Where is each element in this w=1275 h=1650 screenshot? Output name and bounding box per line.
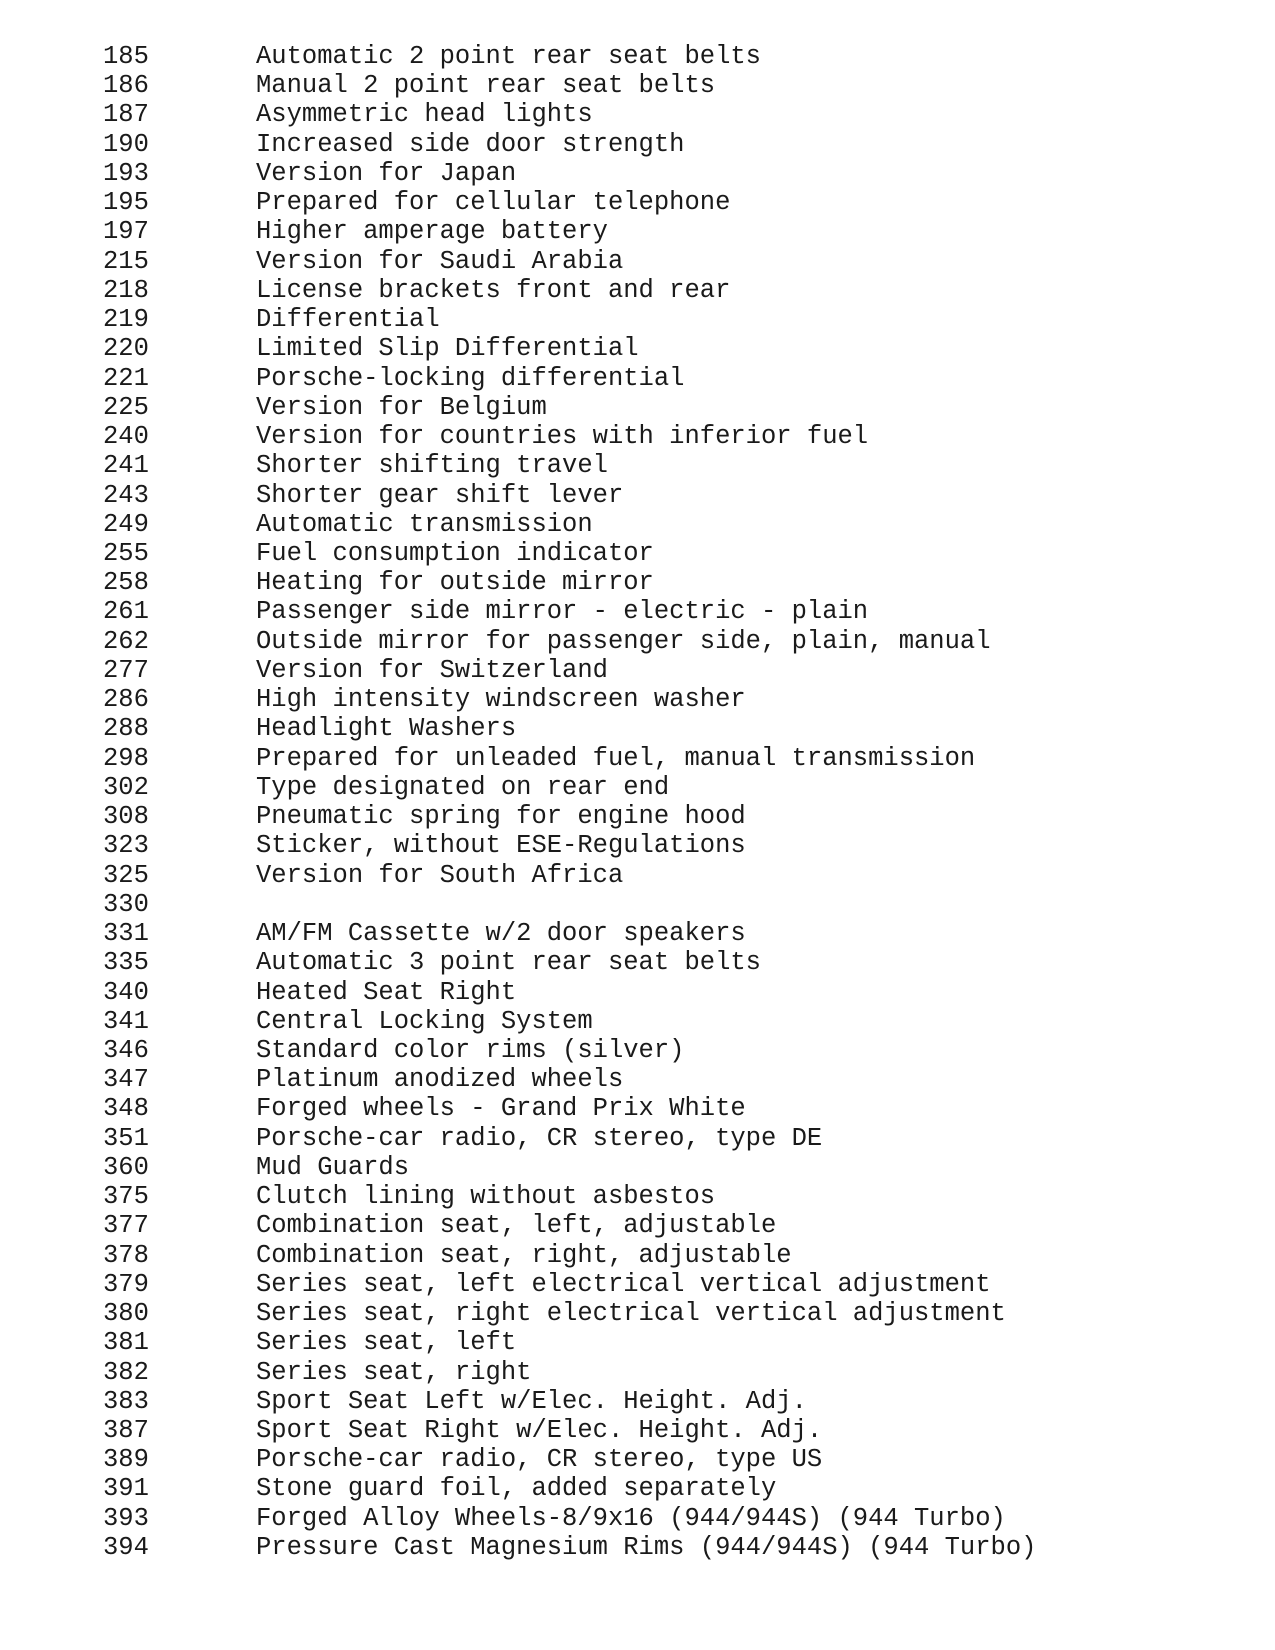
option-description: Central Locking System (256, 1006, 593, 1036)
list-item (0, 1241, 1275, 1270)
option-description: Forged wheels - Grand Prix White (256, 1094, 746, 1124)
option-description: License brackets front and rear (256, 275, 731, 305)
option-description: Shorter gear shift lever (256, 480, 624, 510)
option-description: Mud Guards (256, 1152, 410, 1182)
option-code: 190 (103, 129, 149, 159)
option-code: 219 (103, 305, 149, 335)
list-item (0, 919, 1275, 948)
option-code: 193 (103, 158, 149, 188)
option-description: Outside mirror for passenger side, plain, manual (256, 626, 991, 656)
option-code: 255 (103, 538, 149, 568)
option-description: Sport Seat Right w/Elec. Height. Adj. (256, 1416, 823, 1446)
option-description: Fuel consumption indicator (256, 538, 654, 568)
option-description: Version for South Africa (256, 860, 624, 890)
option-description: Series seat, left electrical vertical adjustment (256, 1269, 991, 1299)
option-code: 330 (103, 889, 149, 919)
option-code: 218 (103, 275, 149, 305)
list-item (0, 831, 1275, 860)
option-description: Automatic 2 point rear seat belts (256, 42, 761, 71)
option-description: Type designated on rear end (256, 772, 670, 802)
option-description: Headlight Washers (256, 714, 517, 744)
list-item (0, 1358, 1275, 1387)
list-item (0, 978, 1275, 1007)
list-item (0, 276, 1275, 305)
option-code: 243 (103, 480, 149, 510)
option-code: 187 (103, 100, 149, 130)
list-item (0, 1094, 1275, 1123)
option-code: 220 (103, 334, 149, 364)
option-description: Pressure Cast Magnesium Rims (944/944S) (944 Turbo) (256, 1532, 1037, 1562)
option-description: Asymmetric head lights (256, 100, 593, 130)
option-description: Heated Seat Right (256, 977, 517, 1007)
list-item (0, 42, 1275, 71)
option-description: Stone guard foil, added separately (256, 1474, 777, 1504)
option-code: 389 (103, 1445, 149, 1475)
option-code: 249 (103, 509, 149, 539)
list-item (0, 1474, 1275, 1503)
list-item (0, 568, 1275, 597)
option-code: 360 (103, 1152, 149, 1182)
option-description: Version for Belgium (256, 392, 547, 422)
option-description: Combination seat, right, adjustable (256, 1240, 792, 1270)
option-code: 197 (103, 217, 149, 247)
option-code: 298 (103, 743, 149, 773)
list-item (0, 422, 1275, 451)
option-description: Prepared for cellular telephone (256, 188, 731, 218)
option-code: 215 (103, 246, 149, 276)
list-item (0, 1387, 1275, 1416)
list-item (0, 481, 1275, 510)
option-description: Sport Seat Left w/Elec. Height. Adj. (256, 1386, 807, 1416)
option-code: 380 (103, 1299, 149, 1329)
option-description: Version for Japan (256, 158, 517, 188)
list-item (0, 1182, 1275, 1211)
option-code: 186 (103, 71, 149, 101)
list-item (0, 217, 1275, 246)
option-description: Prepared for unleaded fuel, manual transmission (256, 743, 976, 773)
option-description: Automatic transmission (256, 509, 593, 539)
option-description: Passenger side mirror - electric - plain (256, 597, 869, 627)
list-item (0, 685, 1275, 714)
list-item (0, 100, 1275, 129)
option-code: 393 (103, 1503, 149, 1533)
option-description: Combination seat, left, adjustable (256, 1211, 777, 1241)
option-code: 382 (103, 1357, 149, 1387)
option-code: 323 (103, 831, 149, 861)
list-item (0, 1065, 1275, 1094)
option-code: 377 (103, 1211, 149, 1241)
list-item (0, 948, 1275, 977)
list-item (0, 714, 1275, 743)
list-item (0, 159, 1275, 188)
list-item (0, 861, 1275, 890)
list-item (0, 1445, 1275, 1474)
list-item (0, 130, 1275, 159)
option-description: Heating for outside mirror (256, 568, 654, 598)
option-code: 241 (103, 451, 149, 481)
list-item (0, 744, 1275, 773)
option-description: Porsche-car radio, CR stereo, type DE (256, 1123, 823, 1153)
list-item (0, 364, 1275, 393)
option-description: Higher amperage battery (256, 217, 608, 247)
list-item (0, 510, 1275, 539)
option-description: Pneumatic spring for engine hood (256, 802, 746, 832)
option-code: 308 (103, 802, 149, 832)
option-code: 391 (103, 1474, 149, 1504)
list-item (0, 1153, 1275, 1182)
option-code: 258 (103, 568, 149, 598)
option-code: 340 (103, 977, 149, 1007)
option-code: 335 (103, 948, 149, 978)
option-code: 378 (103, 1240, 149, 1270)
list-item (0, 334, 1275, 363)
option-code: 325 (103, 860, 149, 890)
option-description: Version for Switzerland (256, 655, 608, 685)
list-item (0, 539, 1275, 568)
option-code-list (0, 42, 1275, 1562)
option-description: Limited Slip Differential (256, 334, 639, 364)
option-code: 379 (103, 1269, 149, 1299)
option-description: Series seat, left (256, 1328, 517, 1358)
option-description: AM/FM Cassette w/2 door speakers (256, 919, 746, 949)
list-item (0, 393, 1275, 422)
list-item (0, 802, 1275, 831)
list-item (0, 1211, 1275, 1240)
list-item (0, 1328, 1275, 1357)
option-code: 225 (103, 392, 149, 422)
option-description: Series seat, right (256, 1357, 532, 1387)
list-item (0, 597, 1275, 626)
option-code: 288 (103, 714, 149, 744)
option-description: High intensity windscreen washer (256, 685, 746, 715)
list-item (0, 188, 1275, 217)
list-item (0, 656, 1275, 685)
option-code: 221 (103, 363, 149, 393)
option-code: 302 (103, 772, 149, 802)
list-item (0, 1270, 1275, 1299)
option-code: 185 (103, 42, 149, 71)
option-description: Sticker, without ESE-Regulations (256, 831, 746, 861)
option-code: 375 (103, 1182, 149, 1212)
option-description: Automatic 3 point rear seat belts (256, 948, 761, 978)
option-code: 348 (103, 1094, 149, 1124)
list-item (0, 305, 1275, 334)
option-code: 346 (103, 1035, 149, 1065)
option-description: Clutch lining without asbestos (256, 1182, 716, 1212)
option-description: Increased side door strength (256, 129, 685, 159)
option-code: 381 (103, 1328, 149, 1358)
option-description: Version for Saudi Arabia (256, 246, 624, 276)
option-code: 262 (103, 626, 149, 656)
list-item (0, 1007, 1275, 1036)
list-item (0, 627, 1275, 656)
list-item (0, 1504, 1275, 1533)
option-description: Standard color rims (silver) (256, 1035, 685, 1065)
list-item (0, 451, 1275, 480)
option-description: Platinum anodized wheels (256, 1065, 624, 1095)
option-code: 261 (103, 597, 149, 627)
list-item (0, 1036, 1275, 1065)
option-code: 383 (103, 1386, 149, 1416)
list-item (0, 1416, 1275, 1445)
option-code: 286 (103, 685, 149, 715)
option-description: Forged Alloy Wheels-8/9x16 (944/944S) (944 Turbo) (256, 1503, 1006, 1533)
option-description: Differential (256, 305, 440, 335)
option-code: 277 (103, 655, 149, 685)
option-description: Shorter shifting travel (256, 451, 608, 481)
option-code: 394 (103, 1532, 149, 1562)
option-description: Version for countries with inferior fuel (256, 422, 869, 452)
option-description: Manual 2 point rear seat belts (256, 71, 716, 101)
option-description: Porsche-car radio, CR stereo, type US (256, 1445, 823, 1475)
list-item (0, 890, 1275, 919)
list-item (0, 71, 1275, 100)
option-code: 347 (103, 1065, 149, 1095)
list-item (0, 1533, 1275, 1562)
list-item (0, 1124, 1275, 1153)
option-code: 341 (103, 1006, 149, 1036)
list-item (0, 773, 1275, 802)
option-code: 351 (103, 1123, 149, 1153)
option-code: 387 (103, 1416, 149, 1446)
list-item (0, 1299, 1275, 1328)
option-description: Porsche-locking differential (256, 363, 685, 393)
list-item (0, 247, 1275, 276)
option-code: 240 (103, 422, 149, 452)
option-description: Series seat, right electrical vertical adjustment (256, 1299, 1006, 1329)
option-code: 195 (103, 188, 149, 218)
option-code: 331 (103, 919, 149, 949)
